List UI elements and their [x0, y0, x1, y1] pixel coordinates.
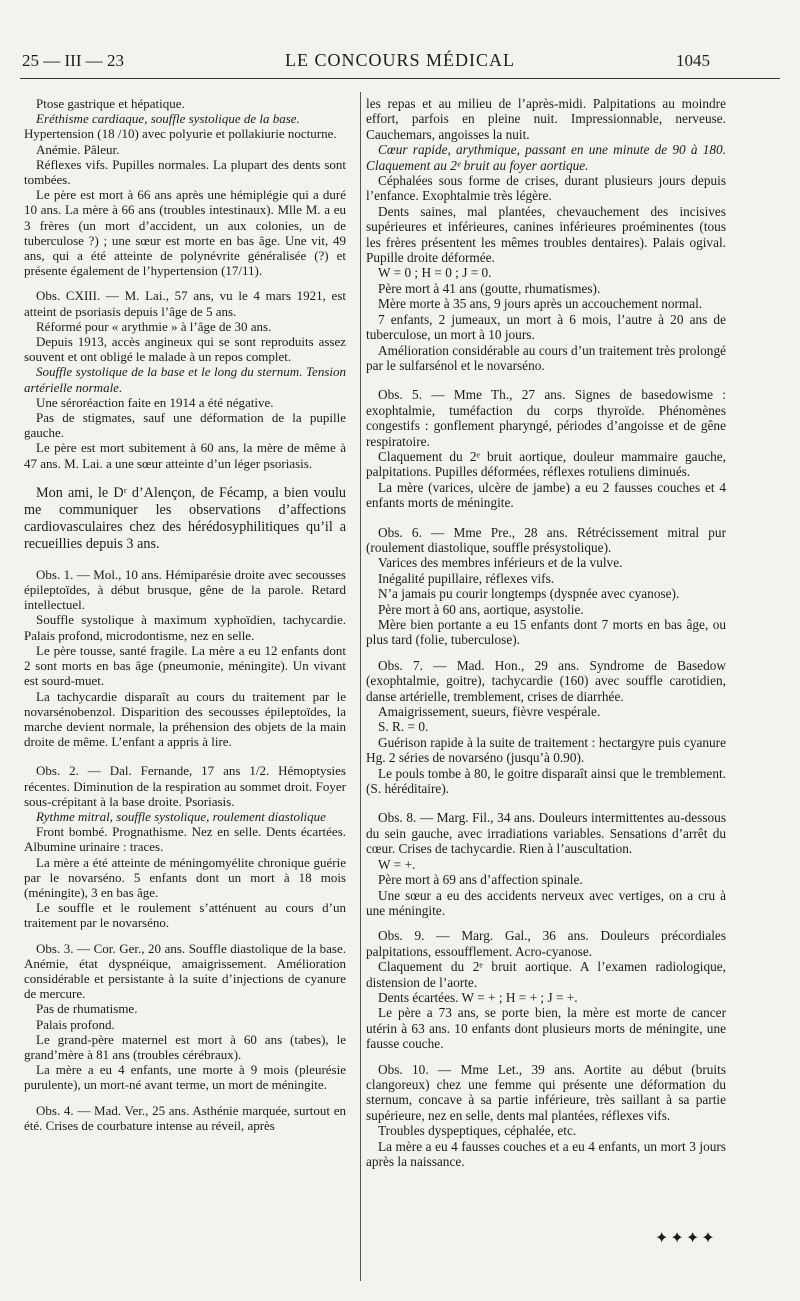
paragraph: N’a jamais pu courir longtemps (dyspnée avec cyanose). [378, 586, 680, 602]
paragraph: La mère a eu 4 enfants, une morte à 9 mois (pleurésie purulente), un mort-né avant terme, un mort de méningite. [24, 1062, 346, 1093]
paragraph: Hypertension (18 /10) avec polyurie et pollakiurie nocturne. [24, 126, 337, 142]
paragraph: Céphalées sous forme de crises, durant plusieurs jours depuis l’enfance. Exophtalmie très légère. [366, 173, 726, 204]
paragraph: W = +. [378, 856, 416, 872]
paragraph: Mère morte à 35 ans, 9 jours après un accouchement normal. [378, 296, 703, 312]
paragraph: Guérison rapide à la suite de traitement : hectargyre puis cyanure Hg. 2 séries de novarséno (jusqu’à 0.90). [366, 734, 726, 766]
paragraph: Claquement du 2ᵉ bruit aortique. A l’examen radiologique, distension de l’aorte. [366, 959, 726, 990]
paragraph: Souffle systolique de la base et le long du sternum. Tension artérielle normale. [24, 364, 346, 395]
end-ornament: ✦✦✦✦ [655, 1230, 717, 1247]
paragraph: Le souffle et le roulement s’atténuent au cours d’un traitement par le novarséno. [24, 900, 346, 931]
paragraph: Front bombé. Prognathisme. Nez en selle. Dents écartées. Albumine urinaire : traces. [24, 824, 346, 855]
paragraph: Obs. 4. — Mad. Ver., 25 ans. Asthénie marquée, surtout en été. Crises de courbature intense au réveil, après [24, 1102, 346, 1133]
paragraph: Anémie. Pâleur. [36, 141, 120, 157]
paragraph: Inégalité pupillaire, réflexes vifs. [378, 570, 555, 586]
paragraph: Obs. 6. — Mme Pre., 28 ans. Rétrécissement mitral pur (roulement diastolique, souffle présystolique). [366, 524, 726, 555]
paragraph: La mère a été atteinte de méningomyélite chronique guérie par le novarséno. 5 enfants dont un mort à 18 mois (méningite), 3 en bas âge. [24, 854, 346, 900]
paragraph: Souffle systolique à maximum xyphoïdien, tachycardie. Palais profond, microdontisme, nez en selle. [24, 612, 346, 643]
paragraph: S. R. = 0. [378, 719, 429, 735]
paragraph: Réflexes vifs. Pupilles normales. La plupart des dents sont tombées. [24, 156, 346, 188]
paragraph: Réformé pour « arythmie » à l’âge de 30 ans. [36, 318, 272, 334]
paragraph: Le père est mort à 66 ans après une hémiplégie qui a duré 10 ans. La mère à 66 ans (troubles intestinaux). Mlle M. a eu 3 frères (un mort d’accident, un aux colonies, un de tuberculose ?) ; une sœur est morte en bas âge. Une vit, 49 ans, qui a été atteinte de polynévrite généralisée (?) et présente également de l’hypertension (17/11). [24, 187, 346, 279]
paragraph: Obs. 10. — Mme Let., 39 ans. Aortite au début (bruits clangoreux) chez une femme qui présente une déformation du sternum, concave à sa partie inférieure, très saillant à sa partie supérieure, nez en selle, dents mal plantées, réflexes vifs. [366, 1061, 726, 1123]
paragraph: Dents écartées. W = + ; H = + ; J = +. [378, 989, 578, 1005]
paragraph: Cœur rapide, arythmique, passant en une minute de 90 à 180. Claquement au 2ᵉ bruit au foyer aortique. [366, 142, 726, 173]
paragraph: Père mort à 60 ans, aortique, asystolie. [378, 601, 584, 617]
running-header [22, 50, 710, 76]
paragraph: La mère (varices, ulcère de jambe) a eu 2 fausses couches et 4 enfants morts de méningite. [366, 479, 726, 511]
paragraph: Le père est mort subitement à 60 ans, la mère de même à 47 ans. M. Lai. a une sœur atteinte d’un léger psoriasis. [24, 440, 346, 471]
paragraph: Le père tousse, santé fragile. La mère a eu 12 enfants dont 2 sont morts en bas âge (pneumonie, méningite). Un vivant est sourd-muet. [24, 642, 346, 689]
paragraph: les repas et au milieu de l’après-midi. Palpitations au moindre effort, parfois en pleine nuit. Impressionnable, nerveuse. Cauchemars, angoisses la nuit. [366, 96, 726, 142]
column-divider [360, 92, 361, 1281]
right-column [366, 96, 726, 1279]
journal-title: LE CONCOURS MÉDICAL [284, 50, 515, 70]
paragraph: Amélioration considérable au cours d’un traitement très prolongé par le sulfarsénol et le novarséno. [366, 342, 726, 373]
paragraph: La tachycardie disparaît au cours du traitement par le novarsénobenzol. Disparition des secousses épileptoïdes, la marche devient normale, la préhension des objets de la main droite de même. L’enfant a appris à lire. [24, 688, 346, 750]
paragraph: W = 0 ; H = 0 ; J = 0. [378, 265, 492, 281]
paragraph: Le grand-père maternel est mort à 60 ans (tabes), le grand’mère à 81 ans (troubles cérébraux). [24, 1031, 346, 1062]
page-number: 1045 [676, 51, 710, 70]
paragraph: Obs. CXIII. — M. Lai., 57 ans, vu le 4 mars 1921, est atteint de psoriasis depuis l’âge de 5 ans. [24, 288, 346, 319]
paragraph: 7 enfants, 2 jumeaux, un mort à 6 mois, l’autre à 20 ans de tuberculose, un mort à 10 jours. [366, 311, 726, 343]
paragraph: Père mort à 69 ans d’affection spinale. [378, 872, 583, 888]
paragraph: Mon ami, le Dʳ d’Alençon, de Fécamp, a bien voulu me communiquer les observations d’affections cardiovasculaires chez des hérédosyphilitiques qu’il a recueillies depuis 3 ans. [24, 484, 346, 552]
paragraph: Eréthisme cardiaque, souffle systolique de la base. [36, 111, 300, 127]
paragraph: Le pouls tombe à 80, le goitre disparaît ainsi que le tremblement. (S. héréditaire). [366, 765, 726, 797]
paragraph: Ptose gastrique et hépatique. [36, 96, 185, 111]
issue-date: 25 — III — 23 [22, 51, 124, 70]
paragraph: Obs. 9. — Marg. Gal., 36 ans. Douleurs précordiales palpitations, essoufflement. Acro-cyanose. [366, 928, 726, 959]
paragraph: Obs. 2. — Dal. Fernande, 17 ans 1/2. Hémoptysies récentes. Diminution de la respiration au sommet droit. Foyer sous-crépitant à la base droite. Psoriasis. [24, 763, 346, 809]
paragraph: Dents saines, mal plantées, chevauchement des incisives supérieures et inférieures, canines inférieures proéminentes (tous les frères présentent les mêmes troubles dentaires). Palais ogival. Pupille droite déformée. [366, 203, 726, 266]
paragraph: Une sœur a eu des accidents nerveux avec vertiges, on a cru à une méningite. [366, 887, 726, 918]
paragraph: Obs. 3. — Cor. Ger., 20 ans. Souffle diastolique de la base. Anémie, état dyspnéique, amaigrissement. Amélioration considérable et persistante à la suite d’injections de cyanure de mercure. [24, 940, 346, 1002]
paragraph: Pas de rhumatisme. [36, 1001, 138, 1017]
paragraph: La mère a eu 4 fausses couches et a eu 4 enfants, un mort 3 jours après la naissance. [366, 1138, 726, 1169]
paragraph: Depuis 1913, accès angineux qui se sont reproduits assez souvent et ont obligé le malade à un repos complet. [24, 334, 346, 365]
paragraph: Pas de stigmates, sauf une déformation de la pupille gauche. [24, 410, 346, 441]
paragraph: Obs. 5. — Mme Th., 27 ans. Signes de basedowisme : exophtalmie, tuméfaction du corps thyroïde. Phénomènes congestifs : gonflement pharyngé, périodes d’angoisse et de gêne respiratoire. [366, 387, 726, 449]
paragraph: Le père a 73 ans, se porte bien, la mère est morte de cancer utérin à 63 ans. 10 enfants dont plusieurs morts de méningite, une fausse couche. [366, 1005, 726, 1052]
paragraph: Obs. 8. — Marg. Fil., 34 ans. Douleurs intermittentes au-dessous du sein gauche, avec irradiations variables. Sensations d’arrêt du cœur. Crises de tachycardie. Rien à l’auscultation. [366, 810, 726, 857]
paragraph: Obs. 7. — Mad. Hon., 29 ans. Syndrome de Basedow (exophtalmie, goitre), tachycardie (160) avec souffle carotidien, danse artérielle, tremblement, crises de diarrhée. [366, 657, 726, 704]
paragraph: Rythme mitral, souffle systolique, roulement diastolique [36, 808, 326, 824]
left-column [24, 96, 346, 1279]
paragraph: Claquement du 2ᵉ bruit aortique, douleur mammaire gauche, palpitations. Pupilles déformées, réflexes rotuliens diminués. [366, 448, 726, 480]
paragraph: Obs. 1. — Mol., 10 ans. Hémiparésie droite avec secousses épileptoïdes, à début brusque, gêne de la parole. Retard intellectuel. [24, 566, 346, 613]
paragraph: Varices des membres inférieurs et de la vulve. [378, 555, 623, 571]
paragraph: Mère bien portante a eu 15 enfants dont 7 morts en bas âge, ou plus tard (folie, tuberculose). [366, 617, 726, 648]
paragraph: Une séroréaction faite en 1914 a été négative. [36, 394, 274, 410]
header-rule [20, 78, 780, 79]
paragraph: Amaigrissement, sueurs, fièvre vespérale. [378, 704, 601, 720]
paragraph: Troubles dyspeptiques, céphalée, etc. [378, 1123, 577, 1139]
paragraph: Père mort à 41 ans (goutte, rhumatismes). [378, 280, 601, 296]
paragraph: Palais profond. [36, 1016, 115, 1032]
